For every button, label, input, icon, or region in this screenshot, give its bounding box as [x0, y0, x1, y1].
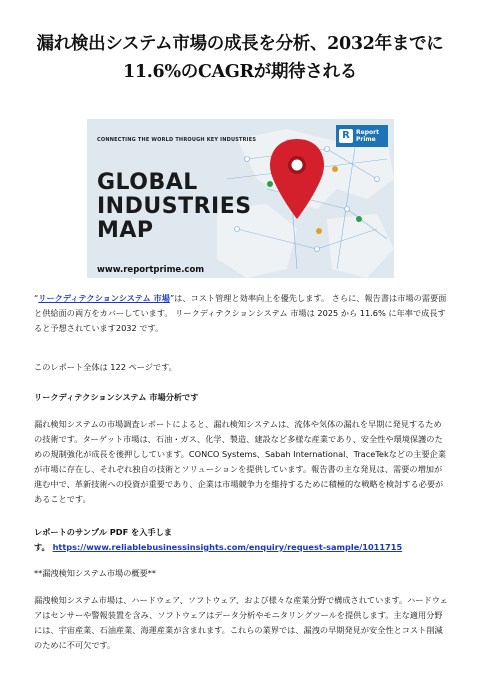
analysis-heading: リークディテクションシステム 市場分析です: [34, 392, 199, 402]
sample-label-line2-wrap: [34, 540, 448, 555]
hero-website: www.reportprime.com: [97, 265, 205, 275]
sample-url-link[interactable]: https://www.reliablebusinessinsights.com/enquiry/request-sample/1011715: [52, 542, 403, 552]
market-link[interactable]: リークディテクションシステム 市場: [38, 293, 170, 303]
logo-text-line1: Report: [356, 129, 379, 136]
logo-text: [356, 129, 379, 143]
overview-heading: **漏洩検知システム市場の概要**: [34, 568, 156, 578]
logo-text-line2: Prime: [356, 136, 376, 143]
hero-heading-line2: INDUSTRIES: [97, 194, 252, 219]
open-quote: “: [34, 293, 39, 303]
sample-label-line1: レポートのサンプル PDF を入手しま: [34, 527, 172, 537]
sample-label-line2: す。: [34, 542, 50, 552]
sample-request: [34, 525, 448, 555]
hero-image: [87, 119, 394, 278]
hero-heading-line3: MAP: [97, 218, 154, 243]
hero-heading-line1: GLOBAL: [97, 170, 198, 195]
logo-icon: R: [339, 129, 353, 143]
analysis-paragraph: 漏れ検知システムの市場調査レポートによると、漏れ検知システムは、流体や気体の漏れを早期に発見するための技術です。ターゲット市場は、石油・ガス、化学、製造、建設など多様な産業であり、安全性や環境保護のための規制強化が成長を後押ししています。CONCO Systems、Sabah International、TraceTekなどの主要企業が市場に存在し、それぞれ独自の技術とソリューションを提供しています。報告書の主な発見は、需要の増加が進む中で、革新技術への投資が重要であり、企業は市場競争力を維持するために積極的な戦略を検討する必要があることです。: [34, 419, 447, 504]
intro-rest-text: ”は、コスト管理と効率向上を優先します。 さらに、報告書は市場の需要面と供給面の両方をカバーしています。 リークディテクションシステム 市場は 2025 から 11.6% に年率で成長すると予想されています2032 です。: [34, 293, 447, 333]
report-prime-logo: [336, 125, 388, 147]
overview-paragraph: 漏洩検知システム市場は、ハードウェア、ソフトウェア、および様々な産業分野で構成されています。ハードウェアはセンサーや警報装置を含み、ソフトウェアはデータ分析やモニタリングツールを提供します。主な適用分野には、宇宙産業、石油産業、海運産業が含まれます。これらの業界では、漏洩の早期発見が安全性とコスト削減のために不可欠です。: [34, 595, 448, 650]
hero-heading: [97, 171, 252, 243]
hero-connecting-text: CONNECTING THE WORLD THROUGH KEY INDUSTRIES: [97, 137, 257, 143]
page-title: 漏れ検出システム市場の成長を分析、2032年までに11.6%のCAGRが期待される: [36, 34, 444, 82]
page-count-text: このレポート全体は 122 ページです。: [34, 362, 177, 372]
intro-paragraph: [34, 291, 448, 336]
